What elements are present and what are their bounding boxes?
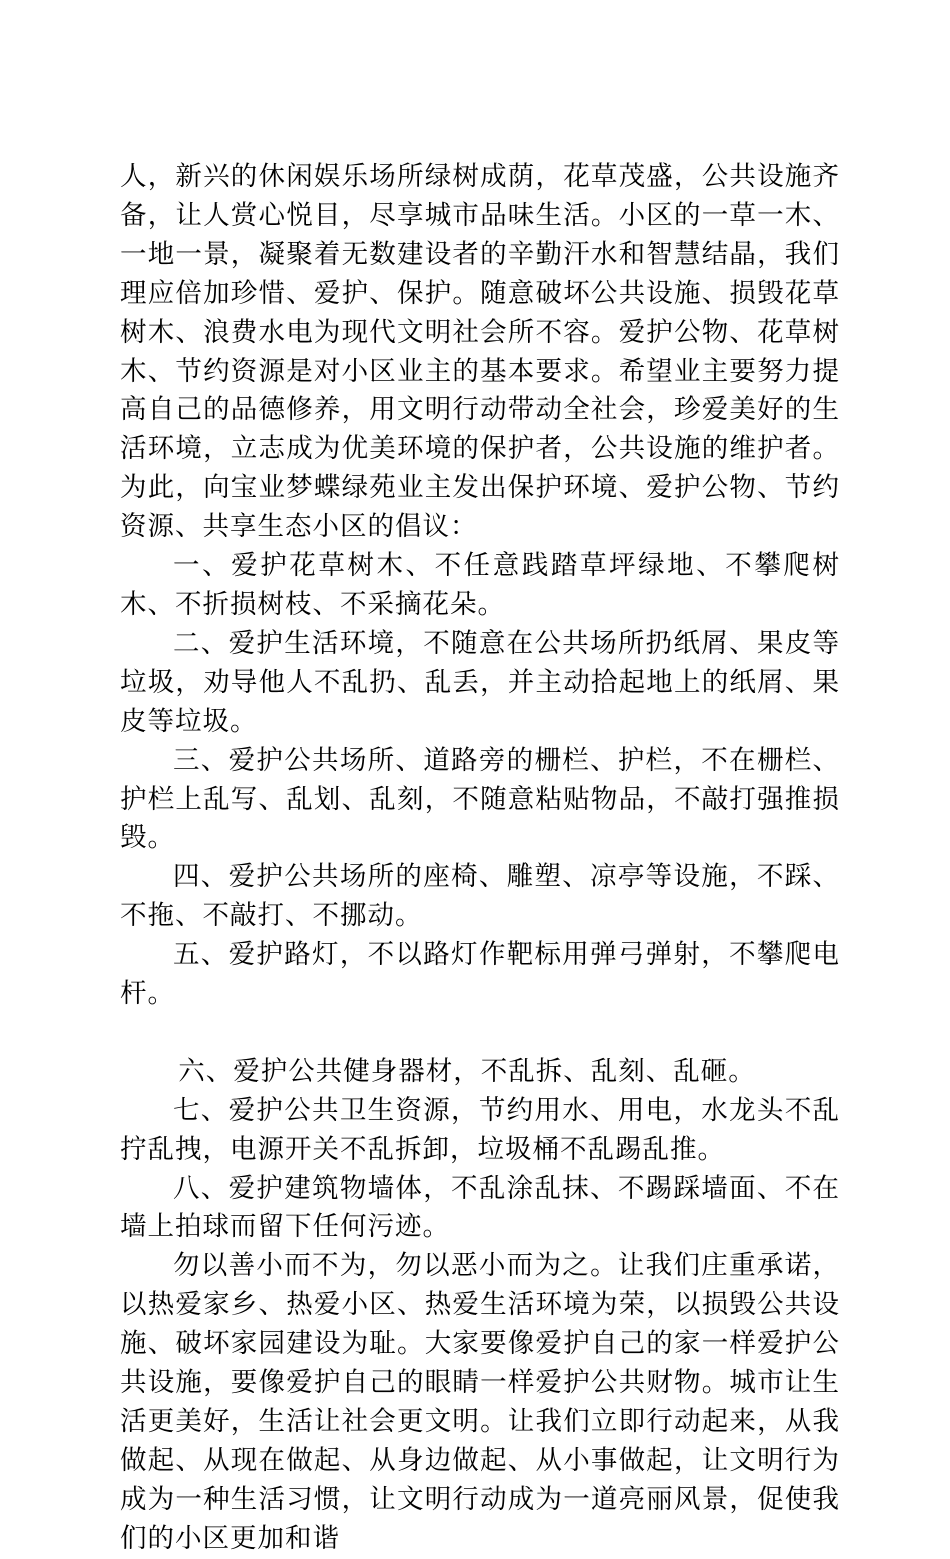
paragraph-item-6: 六、爱护公共健身器材，不乱拆、乱刻、乱砸。: [178, 1055, 756, 1087]
paragraph-item-3: 三、爱护公共场所、道路旁的栅栏、护栏，不在栅栏、护栏上乱写、乱划、乱刻，不随意粘贴物品，不敲打强推损毁。: [120, 744, 840, 854]
paragraph-item-1: 一、爱护花草树木、不任意践踏草坪绿地、不攀爬树木、不折损树枝、不采摘花朵。: [120, 550, 840, 620]
paragraph-closing: 勿以善小而不为，勿以恶小而为之。让我们庄重承诺，以热爱家乡、热爱小区、热爱生活环境为荣，以损毁公共设施、破坏家园建设为耻。大家要像爱护自己的家一样爱护公共设施，要像爱护自己的眼睛一样爱护公共财物。城市让生活更美好，生活让社会更文明。让我们立即行动起来，从我做起、从现在做起、从身边做起、从小事做起，让文明行为成为一种生活习惯，让文明行动成为一道亮丽风景，促使我们的小区更加和谐: [120, 1250, 840, 1554]
paragraph-intro: 人，新兴的休闲娱乐场所绿树成荫，花草茂盛，公共设施齐备，让人赏心悦目，尽享城市品味生活。小区的一草一木、一地一景，凝聚着无数建设者的辛勤汗水和智慧结晶，我们理应倍加珍惜、爱护、保护。随意破坏公共设施、损毁花草树木、浪费水电为现代文明社会所不容。爱护公物、花草树木、节约资源是对小区业主的基本要求。希望业主要努力提高自己的品德修养，用文明行动带动全社会，珍爱美好的生活环境，立志成为优美环境的保护者，公共设施的维护者。为此，向宝业梦蝶绿苑业主发出保护环境、爱护公物、节约资源、共享生态小区的倡议：: [120, 161, 840, 543]
paragraph-item-8: 八、爱护建筑物墙体，不乱涂乱抹、不踢踩墙面、不在墙上拍球而留下任何污迹。: [120, 1172, 840, 1243]
document-body: [120, 158, 840, 1559]
paragraph-item-2: 二、爱护生活环境，不随意在公共场所扔纸屑、果皮等垃圾，劝导他人不乱扔、乱丢，并主动拾起地上的纸屑、果皮等垃圾。: [120, 627, 840, 737]
paragraph-item-7: 七、爱护公共卫生资源，节约用水、用电，水龙头不乱拧乱拽，电源开关不乱拆卸，垃圾桶不乱踢乱推。: [120, 1094, 840, 1165]
paragraph-gap: [120, 1014, 840, 1053]
paragraph-item-4: 四、爱护公共场所的座椅、雕塑、凉亭等设施，不踩、不拖、不敲打、不挪动。: [120, 861, 840, 932]
paragraph-item-5: 五、爱护路灯，不以路灯作靶标用弹弓弹射，不攀爬电杆。: [120, 939, 840, 1010]
